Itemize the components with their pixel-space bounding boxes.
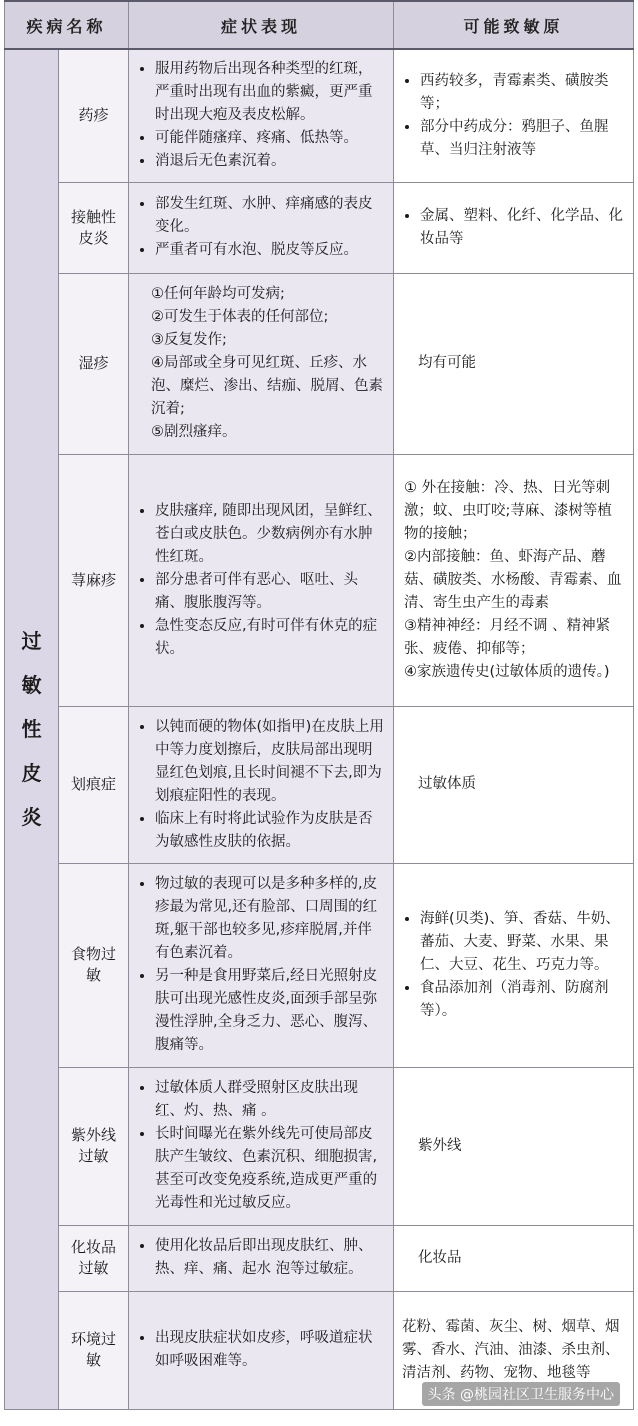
allergen-item: • 西药较多，青霉素类、磺胺类等； xyxy=(420,70,625,116)
symptom-item: • 部分患者可伴有恶心、呕吐、头痛、腹胀腹泻等。 xyxy=(155,569,385,615)
group-cell xyxy=(5,49,59,1409)
header-allergens: 可能致敏原 xyxy=(394,1,634,49)
group-label-char: 皮 xyxy=(21,761,42,786)
header-symptoms: 症状表现 xyxy=(129,1,394,49)
allergens-cell xyxy=(394,49,634,182)
symptom-item: • 以钝而硬的物体(如指甲)在皮肤上用中等力度划擦后，皮肤局部出现明显红色划痕,且长时间褪不下去,即为划痕症阳性的表现。 xyxy=(155,716,385,808)
table-row xyxy=(5,454,634,706)
disease-name: 划痕症 xyxy=(59,706,129,863)
group-label-char: 炎 xyxy=(21,805,42,830)
table-row xyxy=(5,1067,634,1225)
disease-name: 湿疹 xyxy=(59,273,129,454)
symptoms-cell xyxy=(129,49,394,182)
symptoms-cell xyxy=(129,454,394,706)
symptoms-cell xyxy=(129,863,394,1067)
symptom-item: • 物过敏的表现可以是多种多样的,皮疹最为常见,还有脸部、口周围的红斑,躯干部也较多见,疹痒脱屑,并伴有色素沉着。 xyxy=(155,873,385,965)
allergens-cell xyxy=(394,454,634,706)
allergens-cell xyxy=(394,706,634,863)
allergens-cell xyxy=(394,863,634,1067)
table-row xyxy=(5,706,634,863)
symptoms-cell xyxy=(129,182,394,273)
allergens-cell xyxy=(394,182,634,273)
symptom-item: ③反复发作; xyxy=(151,332,227,348)
table-row xyxy=(5,49,634,182)
symptom-item: • 部发生红斑、水肿、痒痛感的表皮变化。 xyxy=(155,193,385,239)
allergens-cell xyxy=(394,1225,634,1291)
disease-name: 荨麻疹 xyxy=(59,454,129,706)
symptom-item: • 长时间曝光在紫外线先可使局部皮肤产生皱纹、色素沉积、细胞损害,甚至可改变免疫系统,造成更严重的光毒性和光过敏反应。 xyxy=(155,1123,385,1215)
disease-name: 化妆品过敏 xyxy=(59,1225,129,1291)
symptoms-cell xyxy=(129,1225,394,1291)
symptoms-cell xyxy=(129,706,394,863)
symptom-item: • 临床上有时将此试验作为皮肤是否为敏感性皮肤的依据。 xyxy=(155,808,385,854)
disease-name: 药疹 xyxy=(59,49,129,182)
disease-name: 接触性皮炎 xyxy=(59,182,129,273)
symptom-item: • 急性变态反应,有时可伴有休克的症状。 xyxy=(155,615,385,661)
allergen-text: 过敏体质 xyxy=(418,776,477,792)
symptoms-cell xyxy=(129,1291,394,1409)
allergens-cell xyxy=(394,1067,634,1225)
allergen-item: • 食品添加剂（消毒剂、防腐剂等）。 xyxy=(420,977,625,1023)
symptom-item: • 可能伴随瘙痒、疼痛、低热等。 xyxy=(155,127,385,150)
allergen-item: • 部分中药成分：鸦胆子、鱼腥草、当归注射液等 xyxy=(420,116,625,162)
group-label xyxy=(5,619,58,839)
symptom-item: ①任何年龄均可发病; xyxy=(151,286,285,302)
allergen-text: 化妆品 xyxy=(418,1249,462,1266)
allergen-text: 紫外线 xyxy=(418,1137,462,1154)
symptoms-cell xyxy=(129,1067,394,1225)
symptom-item: ⑤剧烈瘙痒。 xyxy=(151,424,237,440)
allergen-item: ③精神神经：月经不调 、精神紧张、疲倦、抑郁等； xyxy=(404,617,611,657)
header-disease-name: 疾病名称 xyxy=(5,1,129,49)
allergy-table-page xyxy=(4,0,634,1410)
symptom-item: • 出现皮肤症状如皮疹，呼吸道症状如呼吸困难等。 xyxy=(155,1327,385,1373)
disease-name: 环境过敏 xyxy=(59,1291,129,1409)
disease-name: 紫外线过敏 xyxy=(59,1067,129,1225)
table-header-row xyxy=(5,1,634,49)
allergy-dermatitis-table xyxy=(4,0,634,1410)
watermark: 头条 @桃园社区卫生服务中心 xyxy=(422,1382,620,1406)
allergen-text: 均有可能 xyxy=(418,355,477,371)
symptom-item: • 服用药物后出现各种类型的红斑，严重时出现有出血的紫癜，更严重时出现大疱及表皮松解。 xyxy=(155,58,385,127)
table-row xyxy=(5,1225,634,1291)
symptom-item: ②可发生于体表的任何部位; xyxy=(151,309,329,325)
group-label-char: 敏 xyxy=(21,673,42,698)
symptom-item: • 消退后无色素沉着。 xyxy=(155,150,385,173)
symptom-item: • 使用化妆品后即出现皮肤红、肿、热、痒、痛、起水 泡等过敏症。 xyxy=(155,1235,385,1281)
allergen-text: 花粉、霉菌、灰尘、树、烟草、烟雾、香水、汽油、油漆、杀虫剂、清洁剂、药物、宠物、地毯等 xyxy=(402,1318,620,1381)
symptom-item: ④局部或全身可见红斑、丘疹、水泡、糜烂、渗出、结痂、脱屑、色素沉着; xyxy=(151,355,384,417)
allergen-item: • 金属、塑料、化纤、化学品、化妆品等 xyxy=(420,205,625,251)
allergen-item: ① 外在接触：冷、热、日光等刺激；蚊、虫叮咬;荨麻、漆树等植物的接触； xyxy=(404,479,612,542)
allergen-item: ④家族遗传史(过敏体质的遗传。) xyxy=(404,663,610,680)
table-row xyxy=(5,863,634,1067)
allergen-item: • 海鲜(贝类)、笋、香菇、牛奶、蕃茄、大麦、野菜、水果、果仁、大豆、花生、巧克力等。 xyxy=(420,908,625,977)
disease-name: 食物过敏 xyxy=(59,863,129,1067)
table-row xyxy=(5,273,634,454)
symptom-item: • 过敏体质人群受照射区皮肤出现红、灼、热、痛 。 xyxy=(155,1077,385,1123)
symptom-item: • 另一种是食用野菜后,经日光照射皮肤可出现光感性皮炎,面颈手部呈弥漫性浮肿,全身乏力、恶心、腹泻、腹痛等。 xyxy=(155,965,385,1057)
group-label-char: 性 xyxy=(21,717,42,742)
table-row xyxy=(5,182,634,273)
symptom-item: • 皮肤瘙痒, 随即出现风团，呈鲜红、苍白或皮肤色。少数病例亦有水肿性红斑。 xyxy=(155,500,385,569)
symptom-item: • 严重者可有水泡、脱皮等反应。 xyxy=(155,239,385,262)
allergen-item: ②内部接触：鱼、虾海产品、蘑菇、磺胺类、水杨酸、青霉素、血清、寄生虫产生的毒素 xyxy=(404,548,622,611)
table-body xyxy=(5,49,634,1409)
group-label-char: 过 xyxy=(21,629,42,654)
symptoms-cell xyxy=(129,273,394,454)
allergens-cell xyxy=(394,273,634,454)
